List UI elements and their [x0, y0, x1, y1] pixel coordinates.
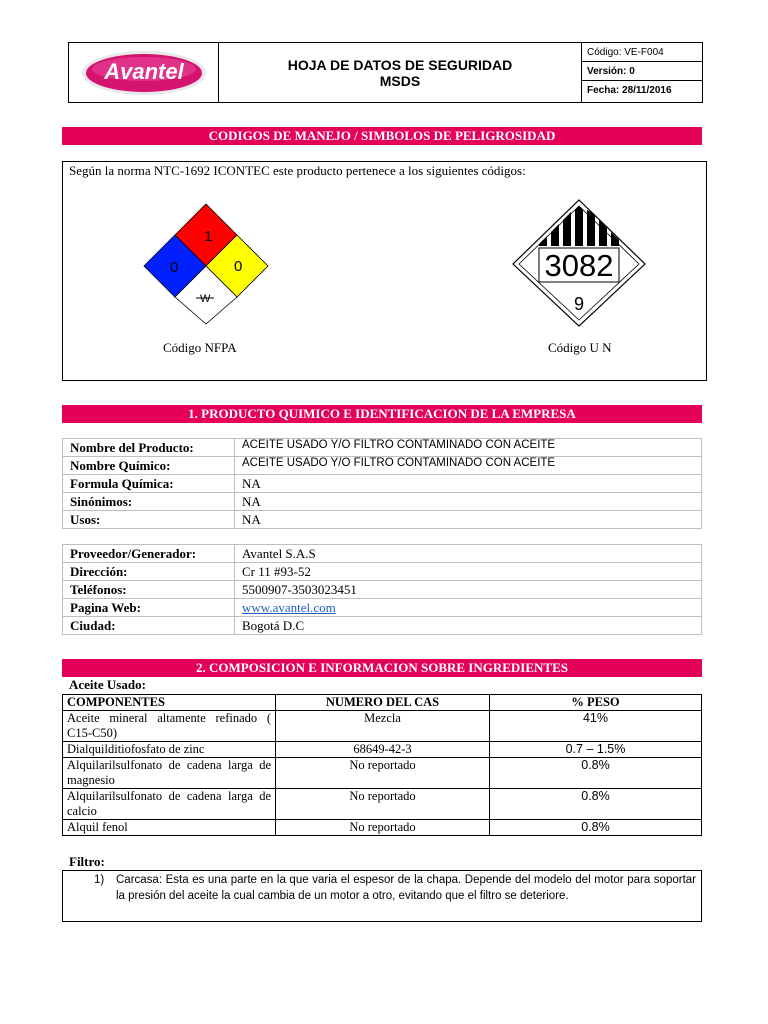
row-value: Bogotá D.C [235, 617, 702, 635]
table-row [63, 742, 702, 758]
document-title [219, 43, 582, 102]
row-key: Sinónimos: [63, 493, 235, 511]
table-row [63, 511, 702, 529]
title-line-1: HOJA DE DATOS DE SEGURIDAD [287, 56, 513, 73]
un-class: 9 [573, 294, 585, 314]
cell-peso: 0.7 – 1.5% [490, 742, 702, 758]
section-bar-codes: CODIGOS DE MANEJO / SIMBOLOS DE PELIGROSIDAD [62, 127, 702, 145]
row-value: Avantel S.A.S [235, 545, 702, 563]
row-value: NA [235, 493, 702, 511]
un-number: 3082 [544, 248, 614, 283]
subtitle-aceite-usado: Aceite Usado: [69, 677, 146, 692]
nfpa-special: W [200, 293, 211, 305]
table-row [63, 617, 702, 635]
supplier-table [62, 544, 702, 635]
logo-text: Avantel [104, 59, 184, 84]
un-caption: Código U N [548, 340, 612, 355]
nfpa-reactivity: 0 [234, 258, 243, 275]
avantel-logo [69, 43, 218, 102]
col-header: % PESO [490, 695, 702, 711]
nfpa-flammability: 1 [204, 228, 213, 245]
product-table [62, 438, 702, 529]
cell-component: Alquil fenol [63, 820, 276, 836]
meta-codigo: Código: VE-F004 [582, 43, 702, 62]
row-value: NA [235, 475, 702, 493]
composition-table [62, 694, 702, 836]
row-value: NA [235, 511, 702, 529]
row-value: 5500907-3503023451 [235, 581, 702, 599]
document-header [68, 42, 703, 103]
cell-peso: 0.8% [490, 758, 702, 789]
document-meta [582, 43, 702, 102]
cell-cas: No reportado [276, 789, 490, 820]
logo-cell [69, 43, 219, 102]
nfpa-diamond-icon [141, 202, 271, 327]
table-row [63, 457, 702, 475]
row-key: Formula Química: [63, 475, 235, 493]
cell-component: Alquilarilsulfonato de cadena larga de magnesio [63, 758, 276, 789]
table-row [63, 493, 702, 511]
cell-cas: 68649-42-3 [276, 742, 490, 758]
filter-item-number: 1) [94, 874, 105, 886]
table-header-row [63, 695, 702, 711]
row-key: Nombre del Producto: [63, 439, 235, 457]
table-row [63, 563, 702, 581]
row-key: Nombre Químico: [63, 457, 235, 475]
meta-version: Versión: 0 [582, 62, 702, 81]
row-key: Teléfonos: [63, 581, 235, 599]
cell-peso: 0.8% [490, 789, 702, 820]
col-header: COMPONENTES [63, 695, 276, 711]
table-row [63, 758, 702, 789]
row-value: Cr 11 #93-52 [235, 563, 702, 581]
row-key: Usos: [63, 511, 235, 529]
table-row [63, 545, 702, 563]
section-bar-2: 2. COMPOSICION E INFORMACION SOBRE INGREDIENTES [62, 659, 702, 677]
table-row [63, 711, 702, 742]
table-row [63, 581, 702, 599]
website-cell [235, 599, 702, 617]
table-row [63, 475, 702, 493]
nfpa-health: 0 [170, 259, 179, 276]
codes-intro: Según la norma NTC-1692 ICONTEC este producto pertenece a los siguientes códigos: [69, 163, 526, 178]
table-row [63, 439, 702, 457]
row-value: ACEITE USADO Y/O FILTRO CONTAMINADO CON ACEITE [235, 457, 702, 475]
subtitle-filtro: Filtro: [69, 854, 105, 869]
table-row [63, 599, 702, 617]
codes-box [62, 161, 707, 381]
cell-peso: 0.8% [490, 820, 702, 836]
nfpa-caption: Código NFPA [163, 340, 237, 355]
row-key: Ciudad: [63, 617, 235, 635]
cell-component: Dialquilditiofosfato de zinc [63, 742, 276, 758]
row-value: ACEITE USADO Y/O FILTRO CONTAMINADO CON ACEITE [235, 439, 702, 457]
cell-component: Alquilarilsulfonato de cadena larga de calcio [63, 789, 276, 820]
meta-fecha: Fecha: 28/11/2016 [587, 85, 672, 96]
section-bar-1: 1. PRODUCTO QUIMICO E IDENTIFICACION DE LA EMPRESA [62, 405, 702, 423]
col-header: NUMERO DEL CAS [276, 695, 490, 711]
cell-cas: Mezcla [276, 711, 490, 742]
row-key: Pagina Web: [63, 599, 235, 617]
filter-box [62, 870, 702, 922]
cell-component: Aceite mineral altamente refinado ( C15-C50) [63, 711, 276, 742]
cell-cas: No reportado [276, 758, 490, 789]
title-line-2: MSDS [379, 72, 421, 89]
table-row [63, 789, 702, 820]
website-link[interactable]: www.avantel.com [242, 600, 336, 615]
row-key: Dirección: [63, 563, 235, 581]
un-class9-placard-icon [511, 198, 647, 328]
filter-item-text: Carcasa: Esta es una parte en la que varia el espesor de la chapa. Depende del modelo del motor para soportar la presión del aceite la cual cambia de un motor a otro, evitando que el filtro se deteriore. [116, 874, 696, 902]
cell-peso: 41% [490, 711, 702, 742]
cell-cas: No reportado [276, 820, 490, 836]
row-key: Proveedor/Generador: [63, 545, 235, 563]
table-row [63, 820, 702, 836]
